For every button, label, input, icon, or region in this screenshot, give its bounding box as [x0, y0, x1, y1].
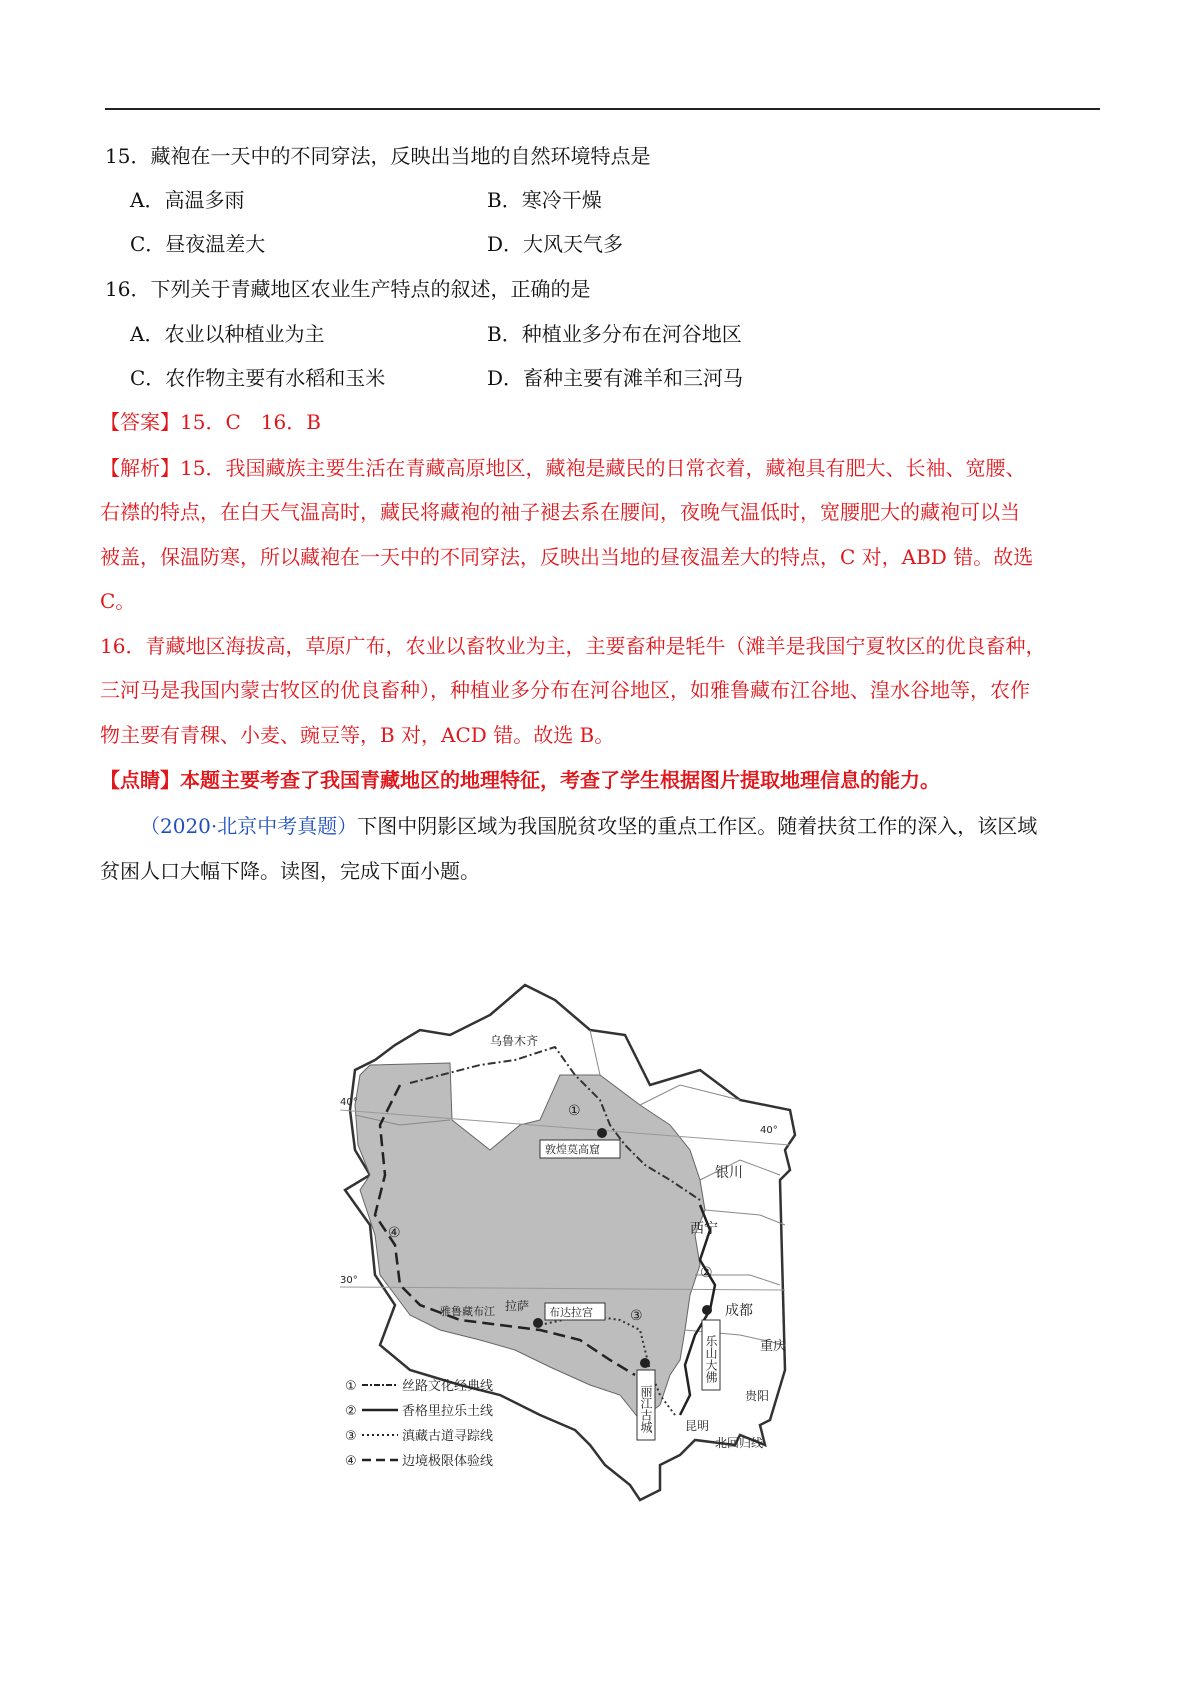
label-tropic: 北回归线	[715, 1436, 764, 1450]
label-potala: 布达拉宫	[549, 1306, 593, 1319]
analysis-line-3: 被盖，保温防寒，所以藏袍在一天中的不同穿法，反映出当地的昼夜温差大的特点，C 对，ABD 错。故选	[100, 545, 1034, 569]
q15-option-a: A．高温多雨	[130, 188, 245, 212]
q15-option-c: C．昼夜温差大	[130, 232, 266, 256]
answer-line: 【答案】15．C 16．B	[100, 410, 321, 434]
comment-line	[100, 766, 940, 794]
leshan-marker	[702, 1305, 712, 1315]
intro-line-2: 贫困人口大幅下降。读图，完成下面小题。	[100, 859, 480, 883]
q15-option-d: D．大风天气多	[487, 232, 624, 256]
question-15-stem: 15．藏袍在一天中的不同穿法，反映出当地的自然环境特点是	[105, 144, 651, 168]
analysis-line-4: C。	[100, 589, 136, 613]
analysis-line-6: 三河马是我国内蒙古牧区的优良畜种），种植业多分布在河谷地区，如雅鲁藏布江谷地、湟水谷地等，农作	[100, 678, 1030, 702]
analysis-line-2: 右襟的特点，在白天气温高时，藏民将藏袍的袖子褪去系在腰间，夜晚气温低时，宽腰肥大的藏袍可以当	[100, 500, 1020, 524]
label-yinchuan: 银川	[715, 1165, 743, 1181]
label-lat40-west: 40°	[340, 1097, 358, 1108]
dunhuang-marker	[597, 1128, 607, 1138]
top-rule	[105, 108, 1100, 110]
label-dunhuang: 敦煌莫高窟	[545, 1143, 600, 1156]
question-16-stem: 16．下列关于青藏地区农业生产特点的叙述，正确的是	[105, 277, 591, 301]
intro-source: （2020·北京中考真题）	[140, 814, 358, 838]
analysis-line-1: 【解析】15．我国藏族主要生活在青藏高原地区，藏袍是藏民的日常衣着，藏袍具有肥大、长袖、宽腰、	[100, 456, 1026, 480]
intro-text-1: 下图中阴影区域为我国脱贫攻坚的重点工作区。随着扶贫工作的深入，该区域	[357, 814, 1038, 838]
route-marker-4: ④	[388, 1225, 401, 1241]
route-marker-2: ②	[700, 1265, 713, 1281]
label-guiyang: 贵阳	[745, 1389, 770, 1403]
legend-3-num: ③	[345, 1429, 357, 1444]
lijiang-marker	[640, 1358, 650, 1368]
label-lhasa: 拉萨	[505, 1299, 530, 1313]
intro-line-1	[140, 812, 1037, 840]
comment-text: 【点睛】本题主要考查了我国青藏地区的地理特征，考查了学生根据图片提取地理信息的能力。	[100, 768, 940, 792]
label-chengdu: 成都	[725, 1303, 753, 1319]
poverty-region-map	[340, 975, 860, 1530]
label-chongqing: 重庆	[760, 1339, 787, 1354]
label-urumqi: 乌鲁木齐	[490, 1034, 539, 1048]
route-marker-3: ③	[630, 1308, 643, 1324]
q16-option-d: D．畜种主要有滩羊和三河马	[487, 366, 744, 390]
q16-option-c: C．农作物主要有水稻和玉米	[130, 366, 386, 390]
legend-3-text: 滇藏古道寻踪线	[402, 1429, 494, 1444]
label-lat40-east: 40°	[760, 1125, 778, 1136]
label-leshan: 乐山大佛	[704, 1335, 718, 1383]
label-lat30: 30°	[340, 1275, 358, 1286]
label-lijiang: 丽江古城	[639, 1385, 653, 1433]
legend-4-text: 边境极限体验线	[402, 1454, 494, 1469]
label-kunming: 昆明	[685, 1419, 710, 1433]
q16-option-a: A．农业以种植业为主	[130, 322, 325, 346]
label-yarlung: 雅鲁藏布江	[440, 1305, 495, 1318]
route-marker-1: ①	[568, 1103, 581, 1119]
legend-1-num: ①	[345, 1379, 357, 1394]
q16-option-b: B．种植业多分布在河谷地区	[487, 322, 742, 346]
legend-4-num: ④	[345, 1454, 357, 1469]
legend-2-text: 香格里拉乐土线	[402, 1404, 494, 1419]
potala-marker	[533, 1318, 543, 1328]
q15-option-b: B．寒冷干燥	[487, 188, 602, 212]
legend-2-num: ②	[345, 1404, 357, 1419]
label-xining: 西宁	[690, 1221, 718, 1237]
analysis-line-7: 物主要有青稞、小麦、豌豆等，B 对，ACD 错。故选 B。	[100, 723, 615, 747]
map-legend	[345, 1378, 493, 1469]
legend-1-text: 丝路文化经典线	[402, 1379, 494, 1394]
analysis-line-5: 16．青藏地区海拔高，草原广布，农业以畜牧业为主，主要畜种是牦牛（滩羊是我国宁夏牧区的优良畜种，	[100, 634, 1046, 658]
